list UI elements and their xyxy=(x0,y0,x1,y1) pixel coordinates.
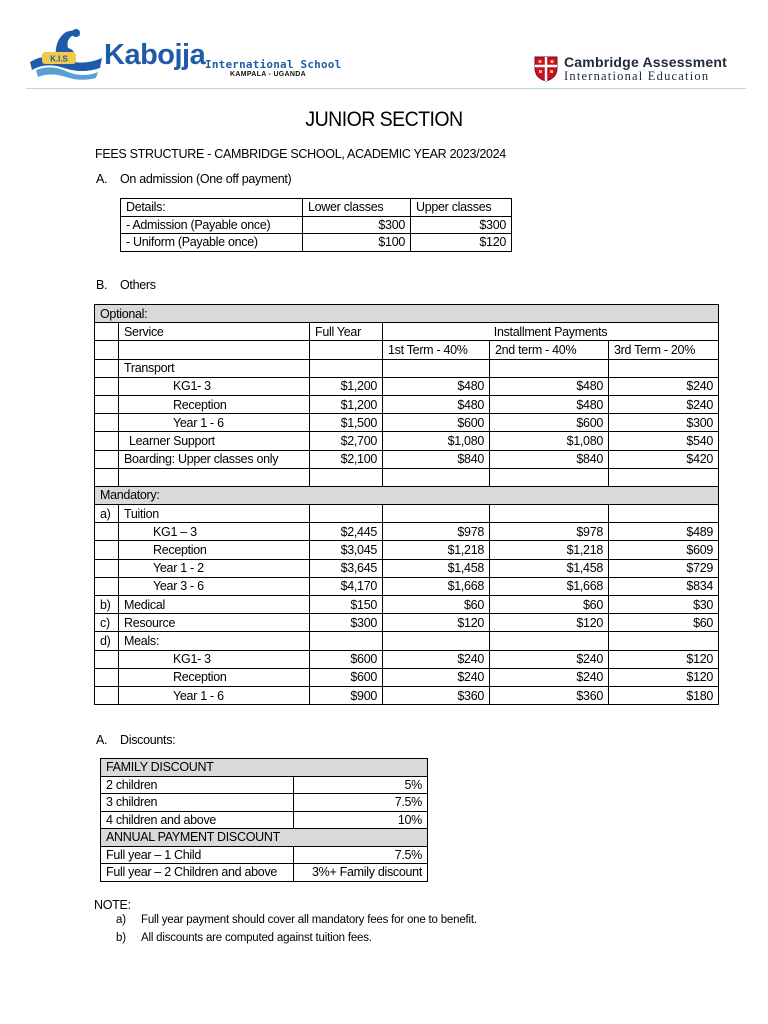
table-cell: 5% xyxy=(294,776,428,794)
section-letter: A. xyxy=(96,172,108,186)
table-cell: $1,668 xyxy=(490,577,609,595)
table-cell: Reception xyxy=(119,668,310,686)
table-cell: $978 xyxy=(383,523,490,541)
school-city: KAMPALA - UGANDA xyxy=(230,71,306,78)
table-cell: $540 xyxy=(609,432,719,450)
note-text: All discounts are computed against tuition fees. xyxy=(141,932,372,944)
table-row xyxy=(95,414,719,432)
table-cell: KG1- 3 xyxy=(119,650,310,668)
table-row xyxy=(121,216,512,234)
section-title: On admission (One off payment) xyxy=(120,172,292,186)
table-cell: $60 xyxy=(490,596,609,614)
discounts-heading xyxy=(96,733,175,747)
table-row xyxy=(95,650,719,668)
table-cell: $3,645 xyxy=(310,559,383,577)
table-cell: $1,458 xyxy=(490,559,609,577)
table-cell: $1,080 xyxy=(490,432,609,450)
table-cell: $1,080 xyxy=(383,432,490,450)
annual-discount-header xyxy=(101,829,428,847)
table-cell: Full year – 2 Children and above xyxy=(101,864,294,882)
table-row xyxy=(121,234,512,252)
table-cell: 3%+ Family discount xyxy=(294,864,428,882)
col-term3: 3rd Term - 20% xyxy=(609,341,719,359)
optional-label: Optional: xyxy=(95,305,719,323)
table-cell: $1,200 xyxy=(310,377,383,395)
note-letter: a) xyxy=(116,914,126,926)
table-row xyxy=(95,614,719,632)
table-cell: $900 xyxy=(310,686,383,704)
table-cell: $240 xyxy=(383,668,490,686)
row-letter: c) xyxy=(95,614,119,632)
table-cell: $834 xyxy=(609,577,719,595)
section-letter: B. xyxy=(96,278,108,292)
table-cell: $300 xyxy=(303,216,411,234)
table-cell: $600 xyxy=(310,668,383,686)
table-cell: $360 xyxy=(490,686,609,704)
table-cell: $240 xyxy=(383,650,490,668)
table-row xyxy=(95,450,719,468)
table-cell: $1,500 xyxy=(310,414,383,432)
col-installments: Installment Payments xyxy=(383,323,719,341)
table-cell: $600 xyxy=(383,414,490,432)
table-cell: $978 xyxy=(490,523,609,541)
table-row xyxy=(101,864,428,882)
header-cell: Upper classes xyxy=(411,199,512,217)
table-cell: $60 xyxy=(383,596,490,614)
table-cell: $609 xyxy=(609,541,719,559)
mandatory-label: Mandatory: xyxy=(95,486,719,504)
table-header-row xyxy=(95,323,719,341)
table-header-row xyxy=(121,199,512,217)
cambridge-shield-icon xyxy=(534,56,558,82)
table-cell: Reception xyxy=(119,541,310,559)
table-cell: $3,045 xyxy=(310,541,383,559)
table-row xyxy=(101,794,428,812)
table-cell: $120 xyxy=(490,614,609,632)
table-cell: - Admission (Payable once) xyxy=(121,216,303,234)
table-cell: $1,218 xyxy=(490,541,609,559)
table-cell: $300 xyxy=(310,614,383,632)
notes-heading: NOTE: xyxy=(94,898,131,912)
fees-table xyxy=(94,304,719,705)
table-cell: $600 xyxy=(310,650,383,668)
table-cell: 3 children xyxy=(101,794,294,812)
table-cell: Full year – 1 Child xyxy=(101,846,294,864)
table-cell: $420 xyxy=(609,450,719,468)
table-cell: $480 xyxy=(490,377,609,395)
table-cell: 7.5% xyxy=(294,846,428,864)
table-cell: $2,100 xyxy=(310,450,383,468)
school-name: Kabojja xyxy=(104,39,206,71)
table-cell: $840 xyxy=(490,450,609,468)
table-cell: Boarding: Upper classes only xyxy=(119,450,310,468)
table-cell: $300 xyxy=(609,414,719,432)
table-cell: $489 xyxy=(609,523,719,541)
table-cell: 4 children and above xyxy=(101,811,294,829)
table-row xyxy=(95,468,719,486)
table-cell: $2,700 xyxy=(310,432,383,450)
col-term1: 1st Term - 40% xyxy=(383,341,490,359)
table-cell: KG1 – 3 xyxy=(119,523,310,541)
table-cell: $300 xyxy=(411,216,512,234)
table-cell: 7.5% xyxy=(294,794,428,812)
header-cell: Details: xyxy=(121,199,303,217)
table-row xyxy=(101,776,428,794)
note-item xyxy=(116,932,372,944)
col-term2: 2nd term - 40% xyxy=(490,341,609,359)
tuition-label: Tuition xyxy=(119,505,310,523)
table-cell: $240 xyxy=(490,650,609,668)
school-suffix: International School xyxy=(205,58,342,71)
row-letter: d) xyxy=(95,632,119,650)
page-title: JUNIOR SECTION xyxy=(305,108,463,131)
table-row xyxy=(101,811,428,829)
others-heading xyxy=(96,278,156,292)
table-row xyxy=(95,432,719,450)
table-cell: $1,458 xyxy=(383,559,490,577)
table-cell: $60 xyxy=(609,614,719,632)
table-cell: $1,200 xyxy=(310,395,383,413)
table-cell: - Uniform (Payable once) xyxy=(121,234,303,252)
table-cell: $600 xyxy=(490,414,609,432)
table-cell: $240 xyxy=(609,377,719,395)
table-cell: Reception xyxy=(119,395,310,413)
table-cell: $360 xyxy=(383,686,490,704)
table-row xyxy=(95,686,719,704)
table-row xyxy=(95,523,719,541)
table-row xyxy=(95,541,719,559)
table-cell: ANNUAL PAYMENT DISCOUNT xyxy=(101,829,428,847)
table-cell: $840 xyxy=(383,450,490,468)
table-cell: Year 1 - 2 xyxy=(119,559,310,577)
table-row xyxy=(95,596,719,614)
table-row xyxy=(95,395,719,413)
table-cell: $240 xyxy=(609,395,719,413)
table-cell: $1,668 xyxy=(383,577,490,595)
table-cell: $729 xyxy=(609,559,719,577)
table-cell: Year 1 - 6 xyxy=(119,686,310,704)
col-full-year: Full Year xyxy=(310,323,383,341)
page-subtitle: FEES STRUCTURE - CAMBRIDGE SCHOOL, ACADEMIC YEAR 2023/2024 xyxy=(95,147,506,161)
table-cell: $240 xyxy=(490,668,609,686)
mandatory-header-row xyxy=(95,486,719,504)
table-row xyxy=(95,505,719,523)
table-row xyxy=(95,577,719,595)
table-cell: $120 xyxy=(609,650,719,668)
table-cell: Learner Support xyxy=(119,432,310,450)
partner-name: Cambridge Assessment xyxy=(564,54,727,70)
table-cell: $1,218 xyxy=(383,541,490,559)
partner-subname: International Education xyxy=(564,69,710,83)
section-letter: A. xyxy=(96,733,108,747)
table-cell: FAMILY DISCOUNT xyxy=(101,759,428,777)
table-cell: $480 xyxy=(383,377,490,395)
admission-heading xyxy=(96,172,291,186)
optional-header-row xyxy=(95,305,719,323)
transport-label: Transport xyxy=(119,359,310,377)
table-cell: $480 xyxy=(490,395,609,413)
logo-text: K.I.S xyxy=(50,54,68,64)
table-cell: $120 xyxy=(411,234,512,252)
table-row xyxy=(95,359,719,377)
table-cell: 10% xyxy=(294,811,428,829)
table-cell: $30 xyxy=(609,596,719,614)
table-cell: KG1- 3 xyxy=(119,377,310,395)
table-row xyxy=(95,668,719,686)
table-cell: Resource xyxy=(119,614,310,632)
section-title: Others xyxy=(120,278,156,292)
row-letter: b) xyxy=(95,596,119,614)
table-cell: $120 xyxy=(609,668,719,686)
note-letter: b) xyxy=(116,932,126,944)
table-cell: $120 xyxy=(383,614,490,632)
table-cell: $2,445 xyxy=(310,523,383,541)
school-logo xyxy=(26,22,106,84)
table-cell: $180 xyxy=(609,686,719,704)
table-header-row xyxy=(95,341,719,359)
table-row xyxy=(95,632,719,650)
table-cell: Medical xyxy=(119,596,310,614)
family-discount-header xyxy=(101,759,428,777)
section-title: Discounts: xyxy=(120,733,176,747)
table-cell: 2 children xyxy=(101,776,294,794)
col-service: Service xyxy=(119,323,310,341)
admission-table xyxy=(120,198,512,252)
header-divider xyxy=(26,88,746,89)
meals-label: Meals: xyxy=(119,632,310,650)
table-row xyxy=(95,377,719,395)
table-row xyxy=(101,846,428,864)
table-cell: Year 1 - 6 xyxy=(119,414,310,432)
discount-table xyxy=(100,758,428,882)
table-cell: Year 3 - 6 xyxy=(119,577,310,595)
row-letter: a) xyxy=(95,505,119,523)
table-cell: $480 xyxy=(383,395,490,413)
table-cell: $100 xyxy=(303,234,411,252)
table-cell: $150 xyxy=(310,596,383,614)
table-row xyxy=(95,559,719,577)
table-cell: $4,170 xyxy=(310,577,383,595)
note-text: Full year payment should cover all mandatory fees for one to benefit. xyxy=(141,914,477,926)
note-item xyxy=(116,914,477,926)
header-cell: Lower classes xyxy=(303,199,411,217)
